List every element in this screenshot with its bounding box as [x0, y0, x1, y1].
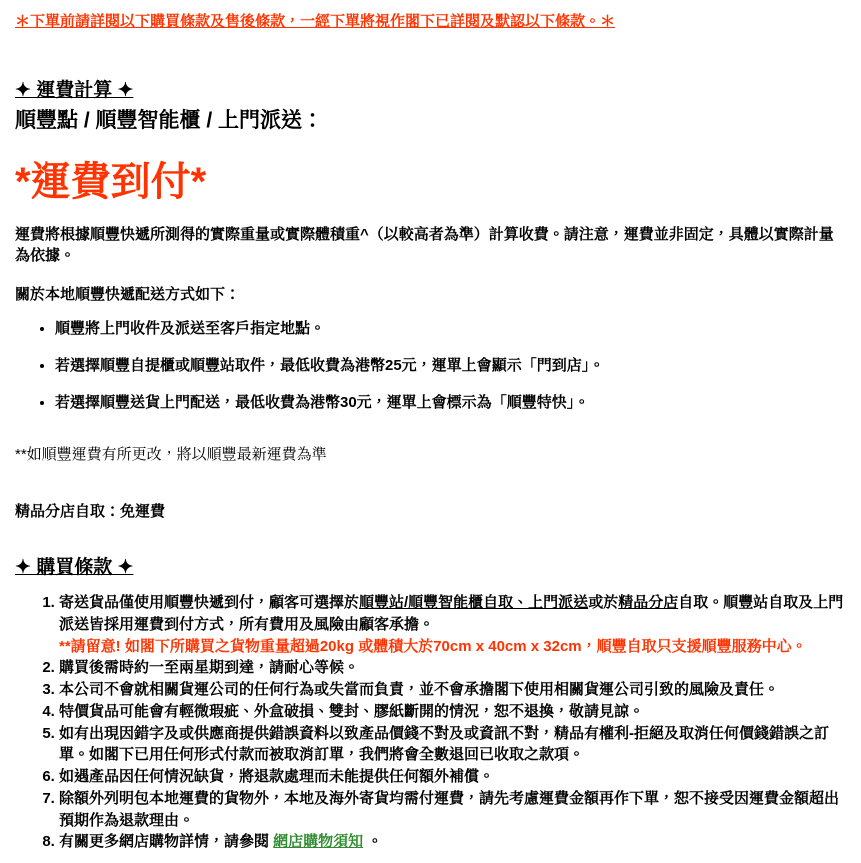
weight-limit-warning: **請留意! 如閣下所購買之貨物重量超過20kg 或體積大於70cm x 40cm x 32cm，順豐自取只支援順豐服務中心。 — [59, 637, 807, 655]
freight-intro-paragraph: 運費將根據順豐快遞所測得的實際重量或實際體積重^（以較高者為準）計算收費。請注意，運費並非固定，具體以實際計量為依據。 — [15, 225, 834, 264]
purchase-terms-title: ✦ 購買條款 ✦ — [15, 557, 134, 579]
term-8-text: 。 — [363, 833, 383, 851]
term-1-underlined-boutique: 精品分店 — [618, 594, 679, 612]
term-item-2: 2. 購買後需時約一至兩星期到達，請耐心等候。 — [59, 657, 846, 679]
online-shopping-guide-link[interactable]: 網店購物須知 — [273, 833, 364, 851]
delivery-bullet-list — [15, 319, 846, 414]
top-warning-notice: ＊下單前請詳閱以下購買條款及售後條款，一經下單將視作閣下已詳閱及默認以下條款。＊ — [15, 13, 616, 30]
term-1-text: 寄送貨品僅使用順豐快遞到付，顧客可選擇於 — [59, 594, 360, 612]
list-item: • 若選擇順豐自提櫃或順豐站取件，最低收費為港幣25元，運單上會顯示「門到店」。 — [55, 356, 846, 376]
term-1-text: 自取。順豐站自取及上門派送皆採用運費到付方式，所有費用及風險由顧客承擔。 — [59, 594, 844, 633]
freight-collect-heading: *運費到付* — [15, 159, 207, 204]
fee-change-note: **如順豐運費有所更改，將以順豐最新運費為準 — [15, 446, 327, 464]
purchase-terms-list — [15, 592, 846, 853]
term-item-3: 3. 本公司不會就相關貨運公司的任何行為或失當而負責，並不會承擔閣下使用相關貨運公司引致的風險及責任。 — [59, 679, 846, 701]
delivery-methods-heading: 順豐點 / 順豐智能櫃 / 上門派送： — [15, 109, 324, 133]
term-item-6: 6. 如遇產品因任何情況缺貨，將退款處理而未能提供任何額外補償。 — [59, 766, 846, 788]
term-item-1 — [59, 592, 846, 657]
term-item-7: 7. 除額外列明包本地運費的貨物外，本地及海外寄貨均需付運費，請先考慮運費金額再作下單，恕不接受因運費金額超出預期作為退款理由。 — [59, 788, 846, 832]
term-item-4: 4. 特價貨品可能會有輕微瑕疵、外盒破損、雙封、膠紙斷開的情況，恕不退換，敬請見諒。 — [59, 701, 846, 723]
list-item: • 順豐將上門收件及派送至客戶指定地點。 — [55, 319, 846, 339]
term-1-text: 或於 — [588, 594, 619, 612]
term-item-5: 5. 如有出現因錯字及或供應商提供錯誤資料以致產品價錢不對及或資訊不對，精品有權利-拒絕及取消任何價錢錯誤之訂單。如閣下已用任何形式付款而被取消訂單，我們將會全數退回已收取之款項。 — [59, 723, 846, 767]
term-1-underlined-pickup-options: 順豐站/順豐智能櫃自取、上門派送 — [359, 594, 589, 612]
shipping-calculation-title: ✦ 運費計算 ✦ — [15, 79, 134, 101]
term-item-8 — [59, 831, 846, 853]
store-pickup-note: 精品分店自取：免運費 — [15, 503, 166, 521]
local-delivery-heading: 關於本地順豐快遞配送方式如下： — [15, 285, 241, 303]
term-8-text: 有關更多網店購物詳情，請參閱 — [59, 833, 274, 851]
list-item: • 若選擇順豐送貨上門配送，最低收費為港幣30元，運單上會標示為「順豐特快」。 — [55, 393, 846, 413]
